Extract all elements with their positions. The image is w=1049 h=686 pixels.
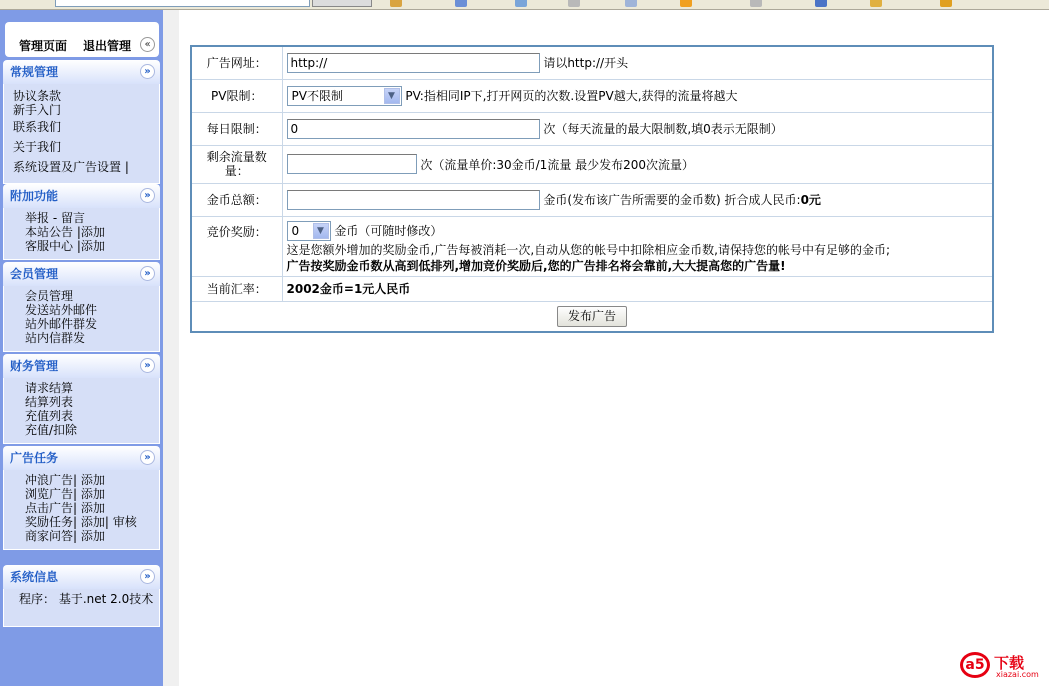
browser-toolbar: [0, 0, 1049, 10]
logo-domain: xiazai.com: [996, 670, 1039, 679]
menu-body-members: [3, 286, 160, 352]
site-logo: [960, 650, 1040, 680]
chevron-down-icon[interactable]: »: [140, 266, 155, 281]
remain-label: [191, 145, 282, 183]
menu-title-label: 会员管理: [10, 267, 59, 281]
url-cell: [282, 46, 993, 79]
menu-title-label: 财务管理: [10, 359, 59, 373]
chevron-down-icon[interactable]: ▼: [313, 223, 329, 239]
menu-item-surf-ad[interactable]: 冲浪广告| 添加: [25, 473, 105, 487]
toolbar-icon[interactable]: [870, 0, 882, 7]
bid-selected-value: 0: [291, 223, 300, 238]
menu-body-system-info: [3, 589, 160, 627]
menu-title-label: 系统信息: [10, 570, 59, 584]
menu-item-merchant-qa[interactable]: 商家问答| 添加: [25, 529, 105, 543]
menu-title-system-info[interactable]: [3, 565, 160, 589]
remain-label-line2: 量：: [224, 164, 249, 178]
remain-flow-input[interactable]: [287, 154, 417, 174]
menu-item-reward-task[interactable]: 奖励任务| 添加| 审核: [25, 515, 137, 529]
remain-hint: 次（流量单价:30金币/1流量 最少发布200次流量）: [420, 157, 695, 172]
daily-label: 每日限制：: [191, 112, 282, 145]
address-bar[interactable]: [55, 0, 310, 7]
remain-cell: [282, 145, 993, 183]
chevron-down-icon[interactable]: »: [140, 569, 155, 584]
rate-value: 2002金币=1元人民币: [282, 276, 993, 301]
toolbar-icon[interactable]: [625, 0, 637, 7]
menu-item-mass-mail[interactable]: 站外邮件群发: [25, 317, 98, 331]
menu-system-info: [3, 565, 160, 627]
system-info-text: 程序： 基于.net 2.0技术: [19, 592, 154, 606]
menu-item-terms[interactable]: 协议条款: [13, 89, 62, 103]
submit-cell: [191, 301, 993, 332]
menu-item-announcement[interactable]: 本站公告 |添加: [25, 225, 105, 239]
menu-title-members[interactable]: [3, 262, 160, 286]
toolbar-icon[interactable]: [940, 0, 952, 7]
menu-item-internal-msg[interactable]: 站内信群发: [25, 331, 86, 345]
manage-page-link[interactable]: 管理页面: [19, 39, 68, 53]
collapse-sidebar-icon[interactable]: «: [140, 37, 155, 52]
daily-cell: [282, 112, 993, 145]
menu-item-settings[interactable]: 系统设置及广告设置 |: [13, 160, 129, 174]
url-input[interactable]: http://: [287, 53, 540, 73]
menu-ad-tasks: [3, 446, 160, 550]
menu-members: [3, 262, 160, 352]
menu-title-ad-tasks[interactable]: [3, 446, 160, 470]
total-gold-input[interactable]: [287, 190, 540, 210]
logo-text: 下载: [994, 654, 1025, 672]
logout-link[interactable]: 退出管理: [83, 39, 132, 53]
chevron-down-icon[interactable]: »: [140, 188, 155, 203]
toolbar-icon[interactable]: [750, 0, 762, 7]
sidebar: [0, 10, 163, 686]
bid-select[interactable]: [287, 221, 331, 241]
go-button[interactable]: [312, 0, 372, 7]
remain-label-line1: 剩余流量数: [206, 150, 267, 164]
pv-select[interactable]: [287, 86, 402, 106]
toolbar-icon[interactable]: [815, 0, 827, 7]
rate-label: 当前汇率：: [191, 276, 282, 301]
chevron-down-icon[interactable]: »: [140, 450, 155, 465]
toolbar-icon[interactable]: [515, 0, 527, 7]
total-hint: 金币(发布该广告所需要的金币数) 折合成人民币:: [543, 193, 801, 207]
toolbar-icon[interactable]: [455, 0, 467, 7]
ad-publish-form: [190, 45, 994, 333]
menu-item-report[interactable]: 举报 - 留言: [25, 211, 85, 225]
menu-item-guide[interactable]: 新手入门: [13, 103, 62, 117]
daily-hint: 次（每天流量的最大限制数,填0表示无限制）: [543, 122, 783, 136]
menu-item-contact[interactable]: 联系我们: [13, 120, 62, 134]
pv-selected-value: PV不限制: [291, 88, 343, 103]
publish-ad-button[interactable]: 发布广告: [557, 306, 627, 327]
frame-divider: [163, 10, 179, 686]
bid-unit: 金币（可随时修改）: [334, 224, 443, 238]
menu-finance: [3, 354, 160, 444]
bid-tip: 广告按奖励金币数从高到低排列,增加竞价奖励后,您的广告排名将会靠前,大大提高您的广告量!: [286, 258, 786, 273]
logo-mark: a5: [960, 652, 990, 678]
url-label: 广告网址：: [191, 46, 282, 79]
toolbar-icon[interactable]: [390, 0, 402, 7]
bid-cell: [282, 216, 993, 276]
pv-label: PV限制：: [191, 79, 282, 112]
menu-title-label: 常规管理: [10, 65, 59, 79]
menu-body-general: [3, 84, 160, 184]
menu-title-label: 附加功能: [10, 189, 59, 203]
menu-item-click-ad[interactable]: 点击广告| 添加: [25, 501, 105, 515]
chevron-down-icon[interactable]: »: [140, 358, 155, 373]
menu-extras: [3, 184, 160, 260]
toolbar-icon[interactable]: [568, 0, 580, 7]
pv-hint: PV:指相同IP下,打开网页的次数.设置PV越大,获得的流量将越大: [405, 89, 738, 103]
total-cell: [282, 183, 993, 216]
menu-item-browse-ad[interactable]: 浏览广告| 添加: [25, 487, 105, 501]
bid-label: 竞价奖励：: [191, 216, 282, 276]
menu-general: [3, 60, 160, 184]
menu-title-finance[interactable]: [3, 354, 160, 378]
menu-item-request-settle[interactable]: 请求结算: [25, 381, 74, 395]
menu-item-settle-list[interactable]: 结算列表: [25, 395, 74, 409]
total-label: 金币总额：: [191, 183, 282, 216]
menu-item-send-mail[interactable]: 发送站外邮件: [25, 303, 98, 317]
menu-item-recharge-deduct[interactable]: 充值/扣除: [25, 423, 78, 437]
total-rmb-value: 0元: [800, 193, 821, 207]
menu-title-general[interactable]: [3, 60, 160, 84]
chevron-down-icon[interactable]: ▼: [384, 88, 400, 104]
menu-body-finance: [3, 378, 160, 444]
menu-item-member-manage[interactable]: 会员管理: [25, 289, 74, 303]
menu-title-extras[interactable]: [3, 184, 160, 208]
menu-title-label: 广告任务: [10, 451, 59, 465]
daily-limit-input[interactable]: 0: [287, 119, 540, 139]
pv-cell: [282, 79, 993, 112]
menu-body-extras: [3, 208, 160, 260]
menu-body-ad-tasks: [3, 470, 160, 550]
url-hint: 请以http://开头: [543, 56, 629, 71]
menu-item-about[interactable]: 关于我们: [13, 140, 62, 154]
toolbar-icon[interactable]: [680, 0, 692, 7]
menu-item-support[interactable]: 客服中心 |添加: [25, 239, 105, 253]
menu-item-recharge-list[interactable]: 充值列表: [25, 409, 74, 423]
bid-description: 这是您额外增加的奖励金币,广告每被消耗一次,自动从您的帐号中扣除相应金币数,请保持您的帐号中有足够的金币;: [286, 242, 890, 257]
chevron-down-icon[interactable]: »: [140, 64, 155, 79]
sidebar-header: [5, 22, 159, 57]
